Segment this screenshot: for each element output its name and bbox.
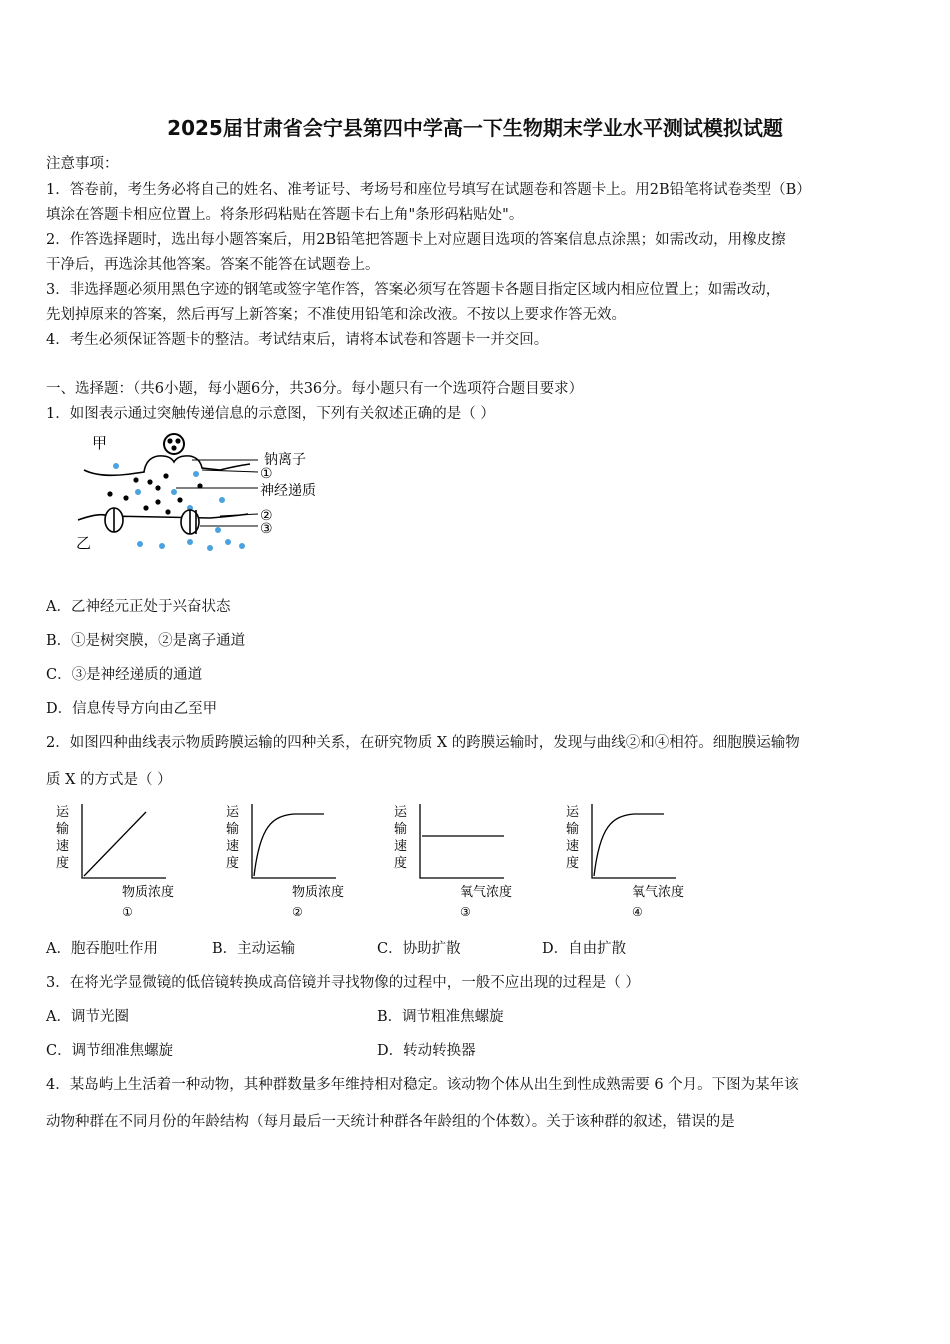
chart-curve bbox=[254, 814, 324, 876]
q3-option-b[interactable]: B．调节粗准焦螺旋 bbox=[377, 1009, 504, 1025]
notice-line: 填涂在答题卡相应位置上。将条形码粘贴在答题卡右上角"条形码粘贴处"。 bbox=[46, 207, 524, 223]
chart-ylabel: 运输速度 bbox=[566, 805, 580, 871]
q1-option-d[interactable]: D．信息传导方向由乙至甲 bbox=[46, 701, 218, 717]
transport-chart bbox=[384, 800, 534, 920]
label-transmitter: 神经递质 bbox=[260, 483, 316, 499]
label-sodium: 钠离子 bbox=[264, 452, 306, 468]
notice-line: 3．非选择题必须用黑色字迹的钢笔或签字笔作答，答案必须写在答题卡各题目指定区域内相应位置上；如需改动， bbox=[46, 282, 781, 298]
q3-option-d[interactable]: D．转动转换器 bbox=[377, 1043, 476, 1059]
chart-ylabel: 运输速度 bbox=[394, 805, 408, 871]
label-yi: 乙 bbox=[76, 534, 92, 552]
q1-option-b[interactable]: B．①是树突膜，②是离子通道 bbox=[46, 633, 246, 649]
transport-chart bbox=[556, 800, 706, 920]
chart-xlabel: 物质浓度 bbox=[292, 885, 345, 900]
q2-option-a[interactable]: A．胞吞胞吐作用 bbox=[46, 941, 158, 957]
label-3: ③ bbox=[260, 521, 273, 537]
notice-line: 2．作答选择题时，选出每小题答案后，用2B铅笔把答题卡上对应题目选项的答案信息点涂黑；如需改动，用橡皮擦 bbox=[46, 232, 786, 248]
chart-axes bbox=[82, 804, 166, 878]
notice-heading: 注意事项： bbox=[46, 156, 119, 172]
sodium-ion-icons bbox=[113, 463, 245, 551]
page-title: 2025届甘肃省会宁县第四中学高一下生物期末学业水平测试模拟试题 bbox=[167, 116, 783, 140]
chart-axes bbox=[592, 804, 676, 878]
chart-axes bbox=[252, 804, 336, 878]
chart-xlabel: 氧气浓度 bbox=[460, 885, 513, 900]
vesicle-icon bbox=[164, 434, 184, 454]
chart-xlabel: 物质浓度 bbox=[122, 885, 175, 900]
notice-line: 干净后，再选涂其他答案。答案不能答在试题卷上。 bbox=[46, 257, 380, 273]
chart-ylabel: 运输速度 bbox=[226, 805, 240, 871]
q1-stem: 1．如图表示通过突触传递信息的示意图，下列有关叙述正确的是（ ） bbox=[46, 406, 495, 422]
chart-number: ① bbox=[122, 905, 133, 919]
q2-stem: 质 X 的方式是（ ） bbox=[46, 772, 172, 788]
chart-curve bbox=[594, 814, 664, 876]
q2-option-b[interactable]: B．主动运输 bbox=[212, 941, 296, 957]
notice-line: 4．考生必须保证答题卡的整洁。考试结束后，请将本试卷和答题卡一并交回。 bbox=[46, 332, 549, 348]
chart-number: ③ bbox=[460, 905, 471, 919]
q1-option-a[interactable]: A．乙神经元正处于兴奋状态 bbox=[46, 599, 231, 615]
q2-option-c[interactable]: C．协助扩散 bbox=[377, 941, 461, 957]
chart-xlabel: 氧气浓度 bbox=[632, 885, 685, 900]
label-2: ② bbox=[260, 508, 273, 524]
chart-number: ② bbox=[292, 905, 303, 919]
q4-stem: 动物种群在不同月份的年龄结构（每月最后一天统计种群各年龄组的个体数）。关于该种群的叙述，错误的是 bbox=[46, 1114, 735, 1130]
presynaptic-membrane bbox=[84, 456, 250, 475]
q3-stem: 3．在将光学显微镜的低倍镜转换成高倍镜并寻找物像的过程中，一般不应出现的过程是（ ） bbox=[46, 975, 640, 991]
transport-chart bbox=[46, 800, 196, 920]
section-heading: 一、选择题：（共6小题，每小题6分，共36分。每小题只有一个选项符合题目要求） bbox=[46, 381, 584, 397]
label-1: ① bbox=[260, 466, 273, 482]
q2-stem: 2．如图四种曲线表示物质跨膜运输的四种关系，在研究物质 X 的跨膜运输时，发现与曲线②和④相符。细胞膜运输物 bbox=[46, 735, 800, 751]
q2-option-d[interactable]: D．自由扩散 bbox=[542, 941, 627, 957]
q4-stem: 4．某岛屿上生活着一种动物，其种群数量多年维持相对稳定。该动物个体从出生到性成熟需要 6 个月。下图为某年该 bbox=[46, 1077, 799, 1093]
synapse-diagram bbox=[70, 430, 360, 560]
notice-line: 先划掉原来的答案，然后再写上新答案；不准使用铅笔和涂改液。不按以上要求作答无效。 bbox=[46, 307, 626, 323]
label-jia: 甲 bbox=[92, 434, 108, 452]
chart-ylabel: 运输速度 bbox=[56, 805, 70, 871]
notice-line: 1．答卷前，考生务必将自己的姓名、准考证号、考场号和座位号填写在试题卷和答题卡上。用2B铅笔将试卷类型（B） bbox=[46, 182, 811, 198]
q1-option-c[interactable]: C．③是神经递质的通道 bbox=[46, 667, 203, 683]
transport-chart bbox=[216, 800, 366, 920]
postsynaptic-membrane bbox=[78, 514, 248, 520]
q3-option-c[interactable]: C．调节细准焦螺旋 bbox=[46, 1043, 174, 1059]
chart-axes bbox=[420, 804, 504, 878]
chart-number: ④ bbox=[632, 905, 643, 919]
q3-option-a[interactable]: A．调节光圈 bbox=[46, 1009, 129, 1025]
chart-curve bbox=[84, 812, 146, 876]
